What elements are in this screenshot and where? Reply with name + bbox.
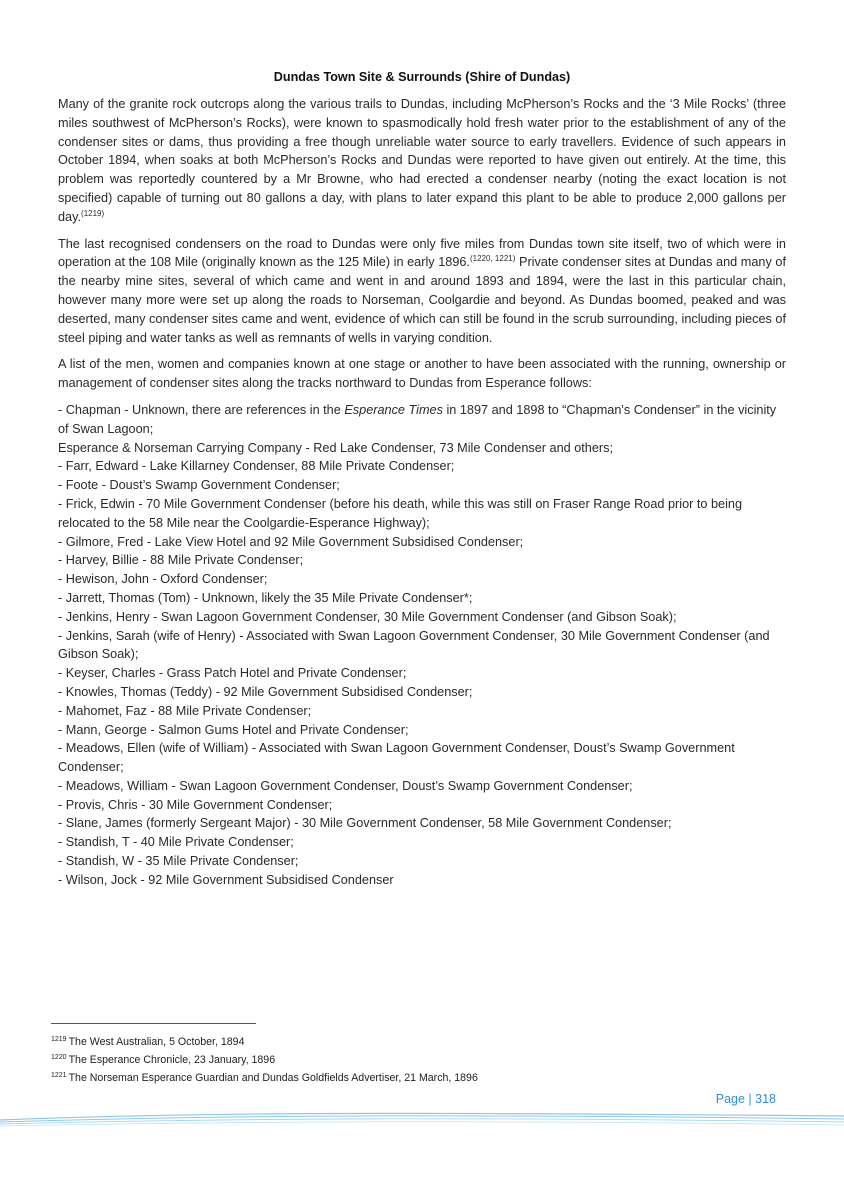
- footnote-ref-1219[interactable]: (1219): [81, 208, 105, 218]
- paragraph-2: [58, 235, 786, 348]
- list-item: - Jenkins, Henry - Swan Lagoon Government Condenser, 30 Mile Government Condenser (and Gibson Soak);: [58, 609, 677, 624]
- list-item: Esperance & Norseman Carrying Company - Red Lake Condenser, 73 Mile Condenser and others;: [58, 440, 614, 455]
- list-item: - Farr, Edward - Lake Killarney Condenser, 88 Mile Private Condenser;: [58, 459, 455, 474]
- list-item: - Meadows, Ellen (wife of William) - Associated with Swan Lagoon Government Condenser, Doust’s Swamp Government Condenser;: [58, 741, 735, 775]
- list-item: - Jarrett, Thomas (Tom) - Unknown, likely the 35 Mile Private Condenser*;: [58, 590, 473, 605]
- list-item: - Foote - Doust’s Swamp Government Condenser;: [58, 478, 340, 493]
- footnote-number: 1220: [51, 1054, 67, 1061]
- list-item: - Hewison, John - Oxford Condenser;: [58, 572, 268, 587]
- footnote-divider: [51, 1023, 256, 1024]
- footnote-text: The Norseman Esperance Guardian and Dundas Goldfields Advertiser, 21 March, 1896: [68, 1072, 478, 1084]
- paragraph-2-text-before: The last recognised condensers on the road to Dundas were only five miles from Dundas town site itself, two of which were in operation at the 108 Mile (originally known as the 125 Mile) in early 1896.: [58, 236, 786, 270]
- condenser-operator-list: [58, 401, 786, 890]
- list-item: - Meadows, William - Swan Lagoon Government Condenser, Doust’s Swamp Government Condenser;: [58, 778, 633, 793]
- footnote-1219: [51, 1032, 791, 1050]
- list-item: - Jenkins, Sarah (wife of Henry) - Associated with Swan Lagoon Government Condenser, 30 Mile Government Condenser (and Gibson Soak);: [58, 628, 770, 662]
- footnote-1220: [51, 1050, 791, 1068]
- paragraph-2-text-after: Private condenser sites at Dundas and many of the nearby mine sites, several of which came and went in and around 1893 and 1894, were the last in this particular chain, however many more were set up along the roads to Norseman, Coolgardie and beyond. As Dundas boomed, peaked and was deserted, many condenser sites came and went, evidence of which can still be found in the scrub surrounding, including pieces of steel piping and water tanks as well as remnants of wells in varying condition.: [58, 255, 786, 345]
- list-item: - Knowles, Thomas (Teddy) - 92 Mile Government Subsidised Condenser;: [58, 684, 473, 699]
- footnote-ref-1220-1221[interactable]: (1220, 1221): [469, 254, 516, 264]
- list-item: - Keyser, Charles - Grass Patch Hotel and Private Condenser;: [58, 666, 407, 681]
- paragraph-1-text: Many of the granite rock outcrops along the various trails to Dundas, including McPherson’s Rocks and the ‘3 Mile Rocks’ (three miles southwest of McPherson’s Rocks), were known to spasmodically hold fresh water prior to the establishment of any of the condenser sites or dams, thus providing a free though unreliable water source to early travellers. Evidence of such appears in October 1894, when soaks at both McPherson’s Rocks and Dundas were reported to have given out entirely. At the time, this problem was reportedly countered by a Mr Browne, who had erected a condenser nearby (noting the exact location is not specified) capable of turning out 80 gallons a day, with plans to later expand this plant to be able to produce 2,000 gallons per day.: [58, 97, 786, 224]
- paragraph-3: [58, 355, 786, 393]
- list-item: - Slane, James (formerly Sergeant Major) - 30 Mile Government Condenser, 58 Mile Government Condenser;: [58, 816, 672, 831]
- footnote-number: 1219: [51, 1036, 67, 1043]
- list-item: - Standish, W - 35 Mile Private Condenser;: [58, 854, 299, 869]
- list-item: - Standish, T - 40 Mile Private Condenser;: [58, 835, 294, 850]
- list-item: - Wilson, Jock - 92 Mile Government Subsidised Condenser: [58, 872, 394, 887]
- list-item-text: in 1897 and 1898 to “Chapman's Condenser” in the vicinity of Swan Lagoon;: [58, 402, 777, 436]
- page-number: Page | 318: [715, 1092, 776, 1106]
- footnote-1221: [51, 1068, 791, 1086]
- list-item: - Mahomet, Faz - 88 Mile Private Condenser;: [58, 703, 312, 718]
- list-item: - Harvey, Billie - 88 Mile Private Condenser;: [58, 553, 304, 568]
- section-title: Dundas Town Site & Surrounds (Shire of Dundas): [273, 70, 571, 84]
- newspaper-title: Esperance Times: [344, 402, 443, 417]
- footnote-number: 1221: [51, 1072, 67, 1079]
- body-text: [58, 95, 786, 890]
- list-item-text: - Chapman - Unknown, there are references in the: [58, 402, 345, 417]
- list-item: - Gilmore, Fred - Lake View Hotel and 92 Mile Government Subsidised Condenser;: [58, 534, 524, 549]
- footnote-text: The Esperance Chronicle, 23 January, 1896: [68, 1054, 276, 1066]
- footnote-text: The West Australian, 5 October, 1894: [68, 1036, 245, 1048]
- footnotes: [51, 1032, 791, 1086]
- paragraph-3-text: A list of the men, women and companies known at one stage or another to have been associated with the running, ownership or management of condenser sites along the tracks northward to Dundas from Esperance follows:: [58, 357, 786, 391]
- list-item: - Mann, George - Salmon Gums Hotel and Private Condenser;: [58, 722, 409, 737]
- footer-wave-decoration: [0, 1108, 844, 1138]
- list-item: - Provis, Chris - 30 Mile Government Condenser;: [58, 797, 333, 812]
- list-item: - Frick, Edwin - 70 Mile Government Condenser (before his death, while this was still on Fraser Range Road prior to being relocated to the 58 Mile near the Coolgardie-Esperance Highway);: [58, 496, 743, 530]
- paragraph-1: [58, 95, 786, 227]
- list-item: [58, 401, 786, 439]
